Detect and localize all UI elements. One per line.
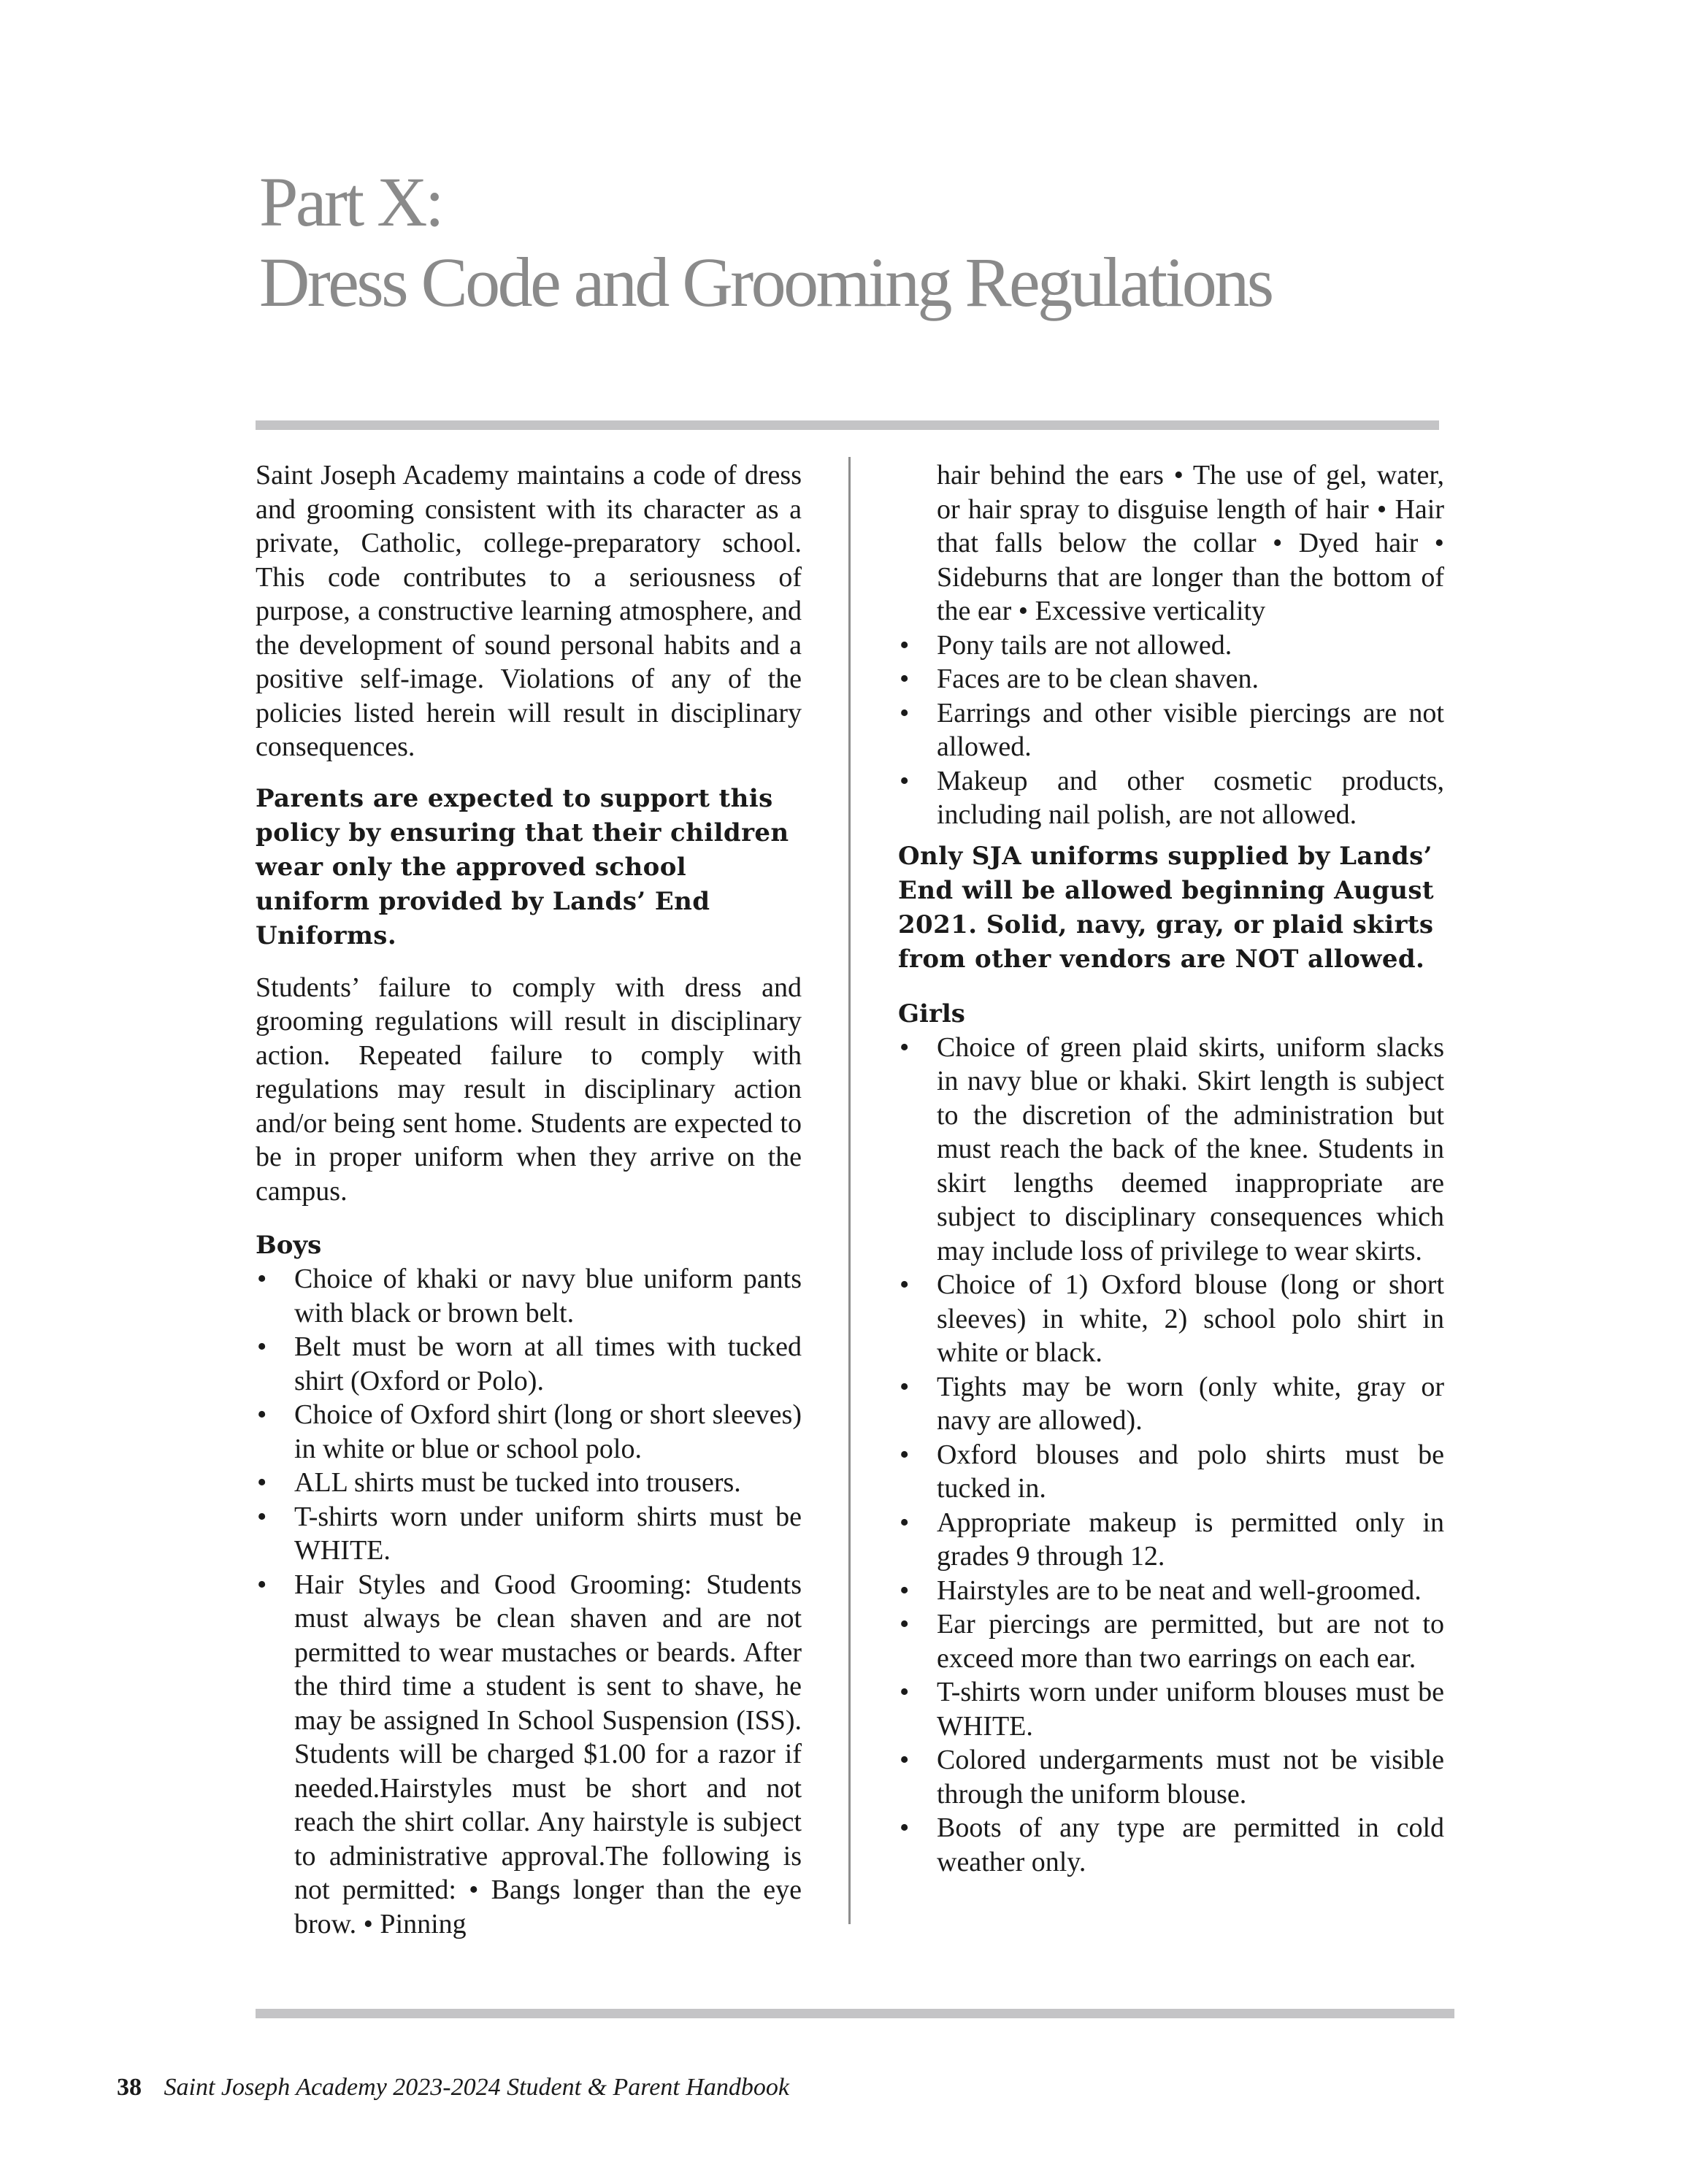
- list-item: • Boots of any type are permitted in cold weather only.: [898, 1811, 1444, 1879]
- list-item: • Choice of khaki or navy blue uniform pants with black or brown belt.: [256, 1262, 802, 1330]
- list-item: • Choice of green plaid skirts, uniform slacks in navy blue or khaki. Skirt length is subject to the discretion of the administration but must reach the back of the knee. Students in skirt lengths deemed inappropriate are subject to disciplinary consequences which may include loss of privilege to wear skirts.: [898, 1031, 1444, 1269]
- list-item: • Hairstyles are to be neat and well-groomed.: [898, 1574, 1444, 1608]
- list-item: • Oxford blouses and polo shirts must be tucked in.: [898, 1438, 1444, 1506]
- list-item: • Choice of 1) Oxford blouse (long or short sleeves) in white, 2) school polo shirt in white or black.: [898, 1268, 1444, 1370]
- intro-paragraph: Saint Joseph Academy maintains a code of dress and grooming consistent with its character as a private, Catholic, college-preparatory school. This code contributes to a seriousness of purpose, a constructive learning atmosphere, and the development of sound personal habits and a positive self-image. Violations of any of the policies listed herein will result in disciplinary consequences.: [256, 460, 802, 762]
- right-column: [898, 458, 1444, 1879]
- left-column: [256, 458, 802, 1941]
- list-item: • Belt must be worn at all times with tucked shirt (Oxford or Polo).: [256, 1330, 802, 1398]
- girls-list: [898, 1031, 1444, 1880]
- list-item: • Earrings and other visible piercings are not allowed.: [898, 696, 1444, 764]
- compliance-paragraph: Students’ failure to comply with dress and grooming regulations will result in disciplinary action. Repeated failure to comply with regulations may result in disciplinary action and/or being sent home. Students are expected to be in proper uniform when they arrive on the campus.: [256, 972, 802, 1207]
- title-line-1: Part X:: [259, 163, 442, 241]
- list-item: • Tights may be worn (only white, gray or navy are allowed).: [898, 1370, 1444, 1438]
- list-item: • T-shirts worn under uniform shirts must be WHITE.: [256, 1500, 802, 1568]
- list-item: • Choice of Oxford shirt (long or short sleeves) in white or blue or school polo.: [256, 1398, 802, 1466]
- bottom-rule: [256, 2009, 1454, 2018]
- column-divider: [848, 457, 851, 1924]
- page-footer: [117, 2073, 789, 2102]
- list-item: • Pony tails are not allowed.: [898, 628, 1444, 663]
- boys-list-continued: [898, 628, 1444, 832]
- list-item: • Makeup and other cosmetic products, including nail polish, are not allowed.: [898, 764, 1444, 832]
- list-item: • Hair Styles and Good Grooming: Students must always be clean shaven and are not permitted to wear mustaches or beards. After the third time a student is sent to shave, he may be assigned In School Suspension (ISS). Students will be charged $1.00 for a razor if needed.Hairstyles must be short and not reach the shirt collar. Any hairstyle is subject to administrative approval.The following is not permitted: • Bangs longer than the eye brow. • Pinning: [256, 1568, 802, 1942]
- list-item: • Faces are to be clean shaven.: [898, 662, 1444, 696]
- uniform-notice: Only SJA uniforms supplied by Lands’ End will be allowed beginning August 2021. Solid, navy, gray, or plaid skirts from other vendors are NOT allowed.: [898, 841, 1435, 974]
- boys-list: [256, 1262, 802, 1941]
- hair-rules-continuation: hair behind the ears • The use of gel, water, or hair spray to disguise length of hair • Hair that falls below the collar • Dyed hair • Sideburns that are longer than the bottom of the ear • Excessive verticality: [937, 460, 1444, 626]
- page-title: [259, 162, 1573, 323]
- title-line-2: Dress Code and Grooming Regulations: [259, 243, 1272, 321]
- boys-heading: Boys: [256, 1231, 322, 1260]
- list-item: • Ear piercings are permitted, but are not to exceed more than two earrings on each ear.: [898, 1607, 1444, 1675]
- top-rule: [256, 420, 1439, 430]
- parents-notice: Parents are expected to support this policy by ensuring that their children wear only the approved school uniform provided by Lands’ End Uniforms.: [256, 783, 789, 950]
- list-item: • Appropriate makeup is permitted only in grades 9 through 12.: [898, 1506, 1444, 1574]
- list-item: • T-shirts worn under uniform blouses must be WHITE.: [898, 1675, 1444, 1743]
- list-item: • ALL shirts must be tucked into trousers.: [256, 1466, 802, 1500]
- handbook-title: Saint Joseph Academy 2023-2024 Student & Parent Handbook: [164, 2074, 789, 2101]
- girls-heading: Girls: [898, 999, 965, 1028]
- list-item: • Colored undergarments must not be visible through the uniform blouse.: [898, 1743, 1444, 1811]
- page-number: 38: [117, 2074, 142, 2101]
